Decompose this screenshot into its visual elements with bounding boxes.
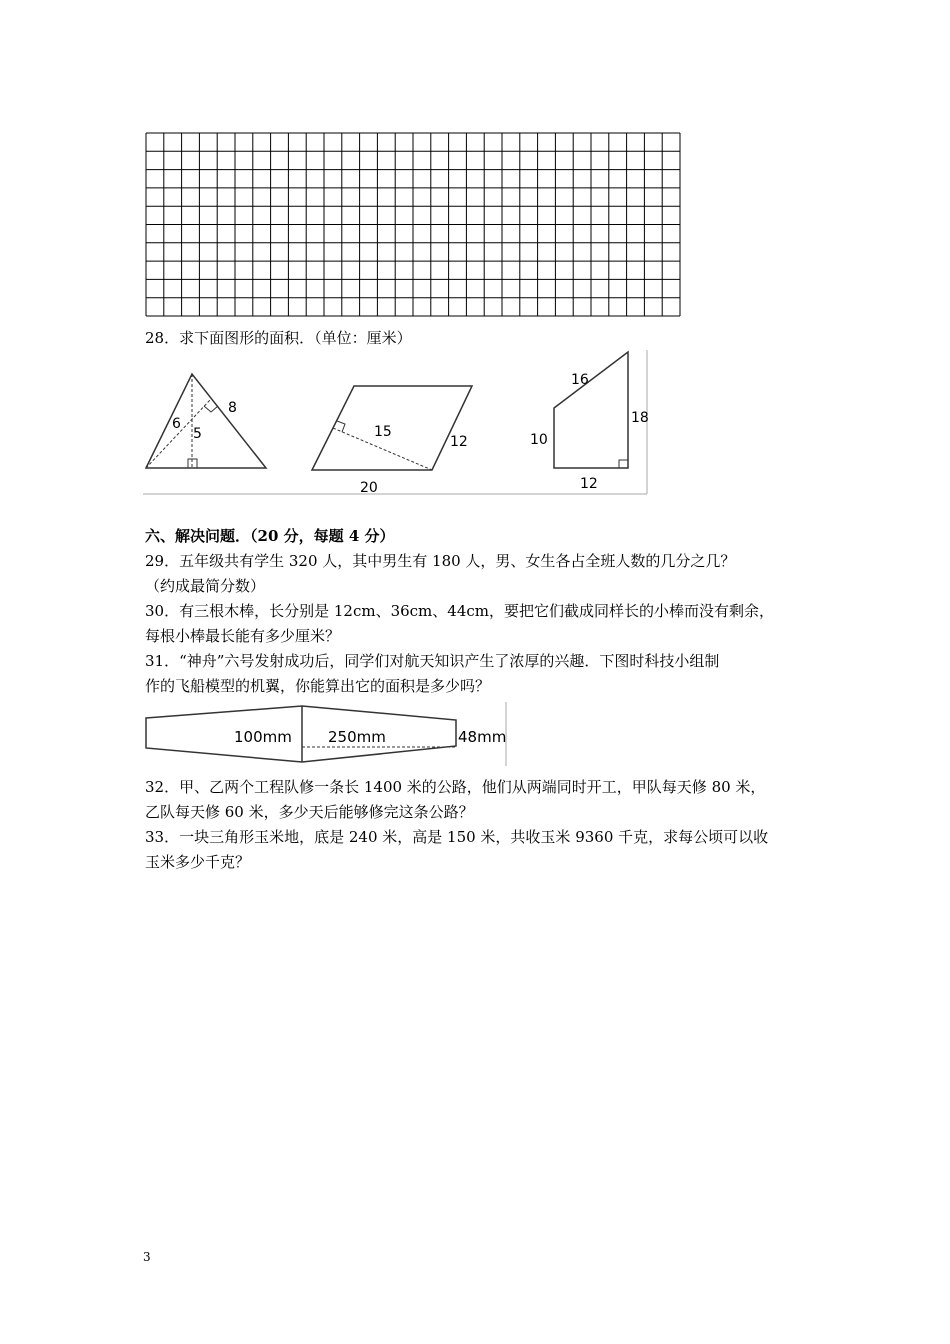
wing-label-right: 48mm	[458, 728, 507, 746]
q31-line2: 作的飞船模型的机翼，你能算出它的面积是多少吗？	[145, 677, 491, 695]
q31-line1: 31．“神舟”六号发射成功后，同学们对航天知识产生了浓厚的兴趣．下图时科技小组制	[145, 652, 720, 670]
q32-line2: 乙队每天修 60 米，多少天后能够修完这条公路？	[145, 803, 474, 821]
triangle-height-dash-label: 6	[172, 416, 181, 432]
section6-heading: 六、解决问题．（20 分，每题 4 分）	[145, 527, 395, 545]
parallelogram-figure	[312, 386, 472, 496]
q33-line1: 33．一块三角形玉米地，底是 240 米，高是 150 米，共收玉米 9360 千克，求每公顷可以收	[145, 828, 769, 846]
q28-text: 28．求下面图形的面积．（单位：厘米）	[145, 329, 412, 347]
wing-label-mid: 250mm	[328, 728, 386, 746]
triangle-height-label: 5	[193, 426, 202, 442]
trapezoid-right-label: 18	[631, 410, 649, 426]
wing-label-left: 100mm	[234, 728, 292, 746]
triangle-figure	[146, 374, 266, 468]
q30-line1: 30．有三根木棒，长分别是 12cm、36cm、44cm，要把它们截成同样长的小棒而没有剩余，	[145, 602, 774, 620]
q28-figures	[140, 348, 650, 498]
trapezoid-slant-label: 16	[571, 372, 589, 388]
q29-line1: 29．五年级共有学生 320 人，其中男生有 180 人，男、女生各占全班人数的几分之几？	[145, 552, 736, 570]
wing-figure	[142, 700, 512, 768]
trapezoid-figure	[530, 352, 649, 492]
parallelogram-side-label: 12	[450, 434, 468, 450]
parallelogram-height-label: 15	[374, 424, 392, 440]
parallelogram-base-label: 20	[360, 480, 378, 496]
q33-line2: 玉米多少千克？	[145, 853, 251, 871]
page-number: 3	[143, 1250, 151, 1264]
q32-line1: 32．甲、乙两个工程队修一条长 1400 米的公路，他们从两端同时开工，甲队每天修 80 米，	[145, 778, 766, 796]
triangle-side-label: 8	[228, 400, 237, 416]
trapezoid-bottom-label: 12	[580, 476, 598, 492]
q29-line2: （约成最简分数）	[145, 577, 266, 595]
q30-line2: 每根小棒最长能有多少厘米？	[145, 627, 341, 645]
grid-paper	[145, 132, 681, 317]
trapezoid-left-label: 10	[530, 432, 548, 448]
